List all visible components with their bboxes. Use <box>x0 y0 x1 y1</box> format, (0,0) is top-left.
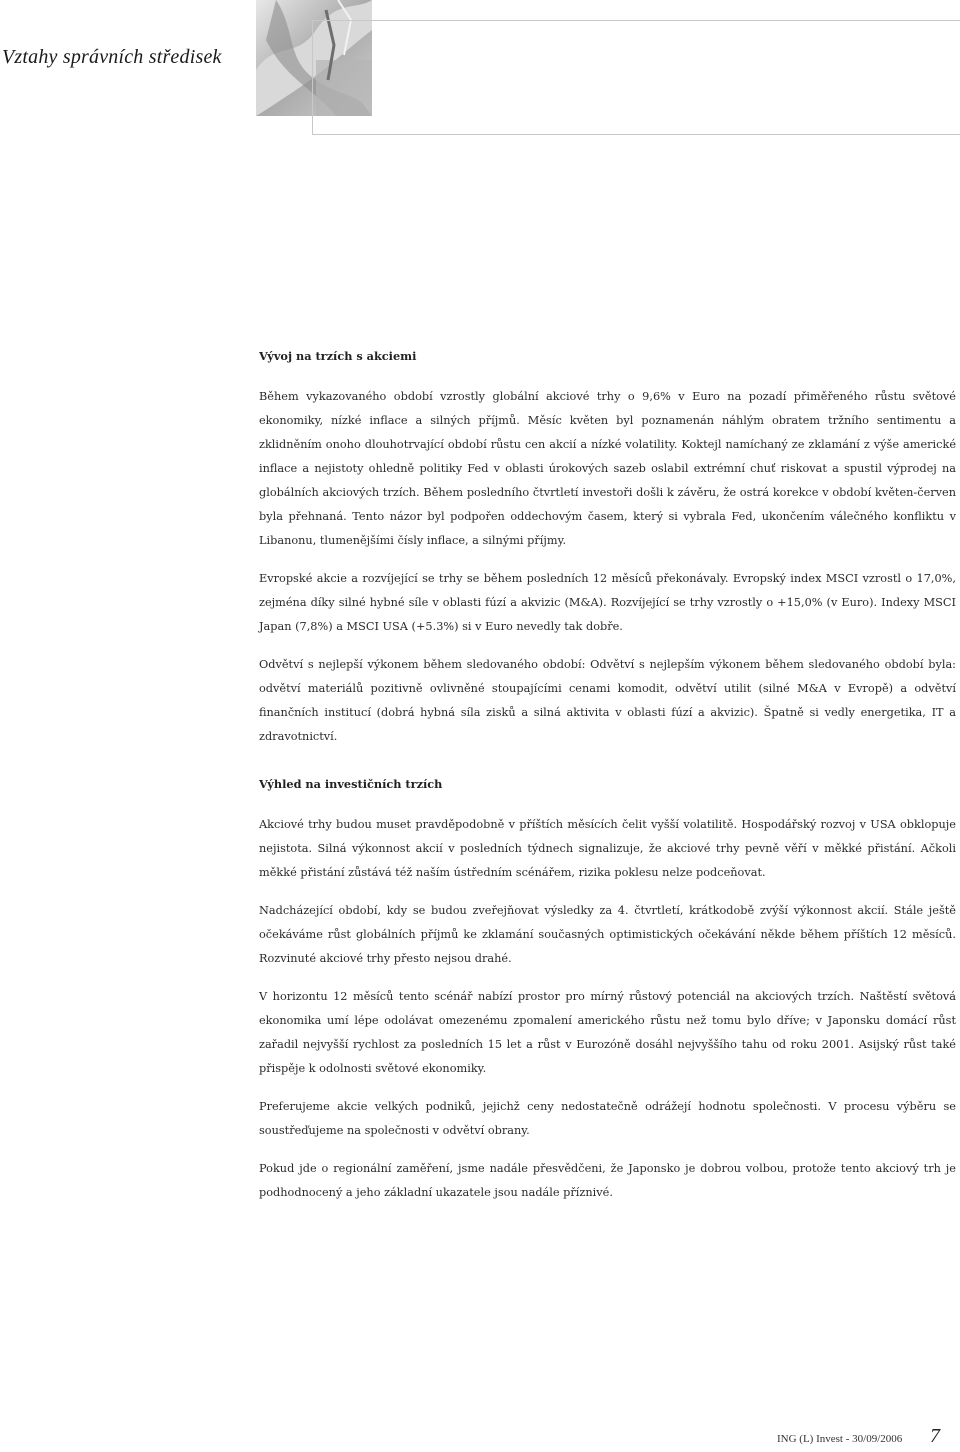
section-heading: Vývoj na trzích s akciemi <box>259 349 417 363</box>
paragraph: Evropské akcie a rozvíjející se trhy se během posledních 12 měsíců překonávaly. Evropský index MSCI vzrostl o 17,0%, zejména díky silné hybné síle v oblasti fúzí a akvizic (M&A). Rozvíjející se trhy vzrostly o +15,0% (v Euro). Indexy MSCI Japan (7,8%) a MSCI USA (+5.3%) si v Euro nevedly tak dobře. <box>259 572 956 633</box>
paragraph: Během vykazovaného období vzrostly globální akciové trhy o 9,6% v Euro na pozadí přiměřeného růstu světové ekonomiky, nízké inflace a silných příjmů. Měsíc květen byl poznamenán náhlým obratem tržního sentimentu a zklidněním onoho dlouhotrvající období růstu cen akcií a nízké volatility. Koktejl namíchaný ze zklamání z výše americké inflace a nejistoty ohledně politiky Fed v oblasti úrokových sazeb oslabil extrémní chuť riskovat a spustil výprodej na globálních akciových trzích. Během posledního čtvrtletí investoři došli k závěru, že ostrá korekce v období květen-červen byla přehnaná. Tento názor byl podpořen oddechovým časem, který si vybrala Fed, ukončením válečného konfliktu v Libanonu, tlumenějšími čísly inflace, a silnými příjmy. <box>259 390 956 547</box>
paragraph: Pokud jde o regionální zaměření, jsme nadále přesvědčeni, že Japonsko je dobrou volbou, protože tento akciový trh je podhodnocený a jeho základní ukazatele jsou nadále příznivé. <box>259 1162 956 1199</box>
footer-text: ING (L) Invest - 30/09/2006 <box>777 1433 903 1445</box>
paragraph: Akciové trhy budou muset pravděpodobně v příštích měsících čelit vyšší volatilitě. Hospodářský rozvoj v USA obklopuje nejistota. Silná výkonnost akcií v posledních týdnech signalizuje, že akciové trhy pevně věří v měkké přistání. Ačkoli měkké přistání zůstává též naším ústředním scénářem, rizika poklesu nelze podceňovat. <box>259 818 956 879</box>
section-heading: Výhled na investičních trzích <box>259 777 443 791</box>
page-number: 7 <box>930 1425 940 1447</box>
article-body <box>259 345 956 1219</box>
page-title: Vztahy správních středisek <box>2 46 222 68</box>
paragraph: Odvětví s nejlepší výkonem během sledovaného období: Odvětví s nejlepším výkonem během sledovaného období byla: odvětví materiálů pozitivně ovlivněné stoupajícími cenami komodit, odvětví utilit (silné M&A v Evropě) a odvětví finančních institucí (dobrá hybná síla zisků a silná aktivita v oblasti fúzí a akvizic). Špatně si vedly energetika, IT a zdravotnictví. <box>259 658 956 743</box>
paragraph: Preferujeme akcie velkých podniků, jejichž ceny nedostatečně odrážejí hodnotu společnosti. V procesu výběru se soustřeďujeme na společnosti v odvětví obrany. <box>259 1100 956 1137</box>
header-frame <box>312 20 960 135</box>
paragraph: Nadcházející období, kdy se budou zveřejňovat výsledky za 4. čtvrtletí, krátkodobě zvýší výkonnost akcií. Stále ještě očekáváme růst globálních příjmů ke zklamání současných optimistických očekávání někde během příštích 12 měsíců. Rozvinuté akciové trhy přesto nejsou drahé. <box>259 904 956 965</box>
paragraph: V horizontu 12 měsíců tento scénář nabízí prostor pro mírný růstový potenciál na akciových trzích. Naštěstí světová ekonomika umí lépe odolávat omezenému zpomalení amerického růstu než tomu bylo dříve; v Japonsku domácí růst zařadil nejvyšší rychlost za posledních 15 let a růst v Eurozóně dosáhl nejvyššího tahu od roku 2001. Asijský růst také přispěje k odolnosti světové ekonomiky. <box>259 990 956 1075</box>
